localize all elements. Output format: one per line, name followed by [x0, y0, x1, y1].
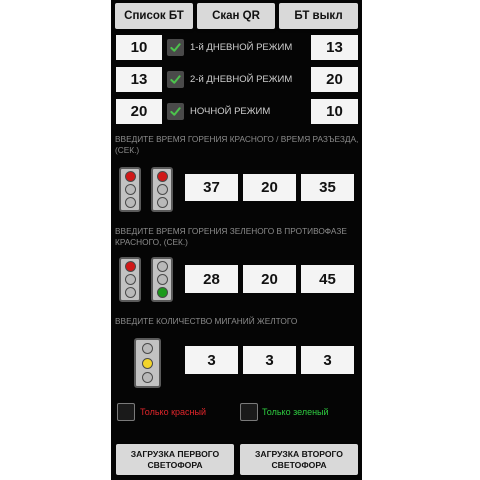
load-second-line1: ЗАГРУЗКА ВТОРОГО	[255, 448, 343, 459]
only-red-label: Только красный	[140, 407, 207, 417]
traffic-light-icon	[151, 257, 173, 302]
only-green-checkbox[interactable]	[240, 403, 258, 421]
app-screen	[111, 0, 362, 480]
mode2-label: 2-й ДНЕВНОЙ РЕЖИМ	[190, 74, 293, 85]
load-second-light-button[interactable]	[240, 444, 358, 475]
traffic-light-icon	[151, 167, 173, 212]
red-section-label: ВВЕДИТЕ ВРЕМЯ ГОРЕНИЯ КРАСНОГО / ВРЕМЯ РАЗЪЕЗДА, (СЕК.)	[115, 134, 359, 155]
red-time-input-2[interactable]: 20	[243, 174, 296, 201]
mode3-checkbox[interactable]	[167, 103, 184, 120]
bt-off-button[interactable]: БТ выкл	[279, 3, 358, 29]
green-time-input-3[interactable]: 45	[301, 265, 354, 293]
mode1-left-input[interactable]: 10	[116, 35, 162, 60]
mode2-left-input[interactable]: 13	[116, 67, 162, 92]
mode3-right-input[interactable]: 10	[311, 99, 358, 124]
yellow-section-label: ВВЕДИТЕ КОЛИЧЕСТВО МИГАНИЙ ЖЕЛТОГО	[115, 316, 298, 326]
check-icon	[170, 106, 181, 117]
bt-list-button[interactable]: Список БТ	[115, 3, 193, 29]
traffic-light-icon	[119, 167, 141, 212]
mode2-right-input[interactable]: 20	[311, 67, 358, 92]
only-red-checkbox[interactable]	[117, 403, 135, 421]
load-second-line2: СВЕТОФОРА	[271, 459, 327, 470]
green-time-input-1[interactable]: 28	[185, 265, 238, 293]
traffic-light-icon	[119, 257, 141, 302]
mode2-checkbox[interactable]	[167, 71, 184, 88]
mode3-left-input[interactable]: 20	[116, 99, 162, 124]
mode3-label: НОЧНОЙ РЕЖИМ	[190, 106, 271, 117]
check-icon	[170, 42, 181, 53]
check-icon	[170, 74, 181, 85]
yellow-count-input-2[interactable]: 3	[243, 346, 296, 374]
only-green-label: Только зеленый	[262, 407, 329, 417]
scan-qr-button[interactable]: Скан QR	[197, 3, 275, 29]
red-time-input-1[interactable]: 37	[185, 174, 238, 201]
red-time-input-3[interactable]: 35	[301, 174, 354, 201]
load-first-line1: ЗАГРУЗКА ПЕРВОГО	[130, 448, 220, 459]
mode1-label: 1-й ДНЕВНОЙ РЕЖИМ	[190, 42, 293, 53]
yellow-count-input-1[interactable]: 3	[185, 346, 238, 374]
traffic-light-icon	[134, 338, 161, 388]
green-section-label: ВВЕДИТЕ ВРЕМЯ ГОРЕНИЯ ЗЕЛЕНОГО В ПРОТИВОФАЗЕ КРАСНОГО, (СЕК.)	[115, 226, 347, 247]
load-first-light-button[interactable]	[116, 444, 234, 475]
mode1-checkbox[interactable]	[167, 39, 184, 56]
yellow-count-input-3[interactable]: 3	[301, 346, 354, 374]
load-first-line2: СВЕТОФОРА	[147, 459, 203, 470]
mode1-right-input[interactable]: 13	[311, 35, 358, 60]
green-time-input-2[interactable]: 20	[243, 265, 296, 293]
